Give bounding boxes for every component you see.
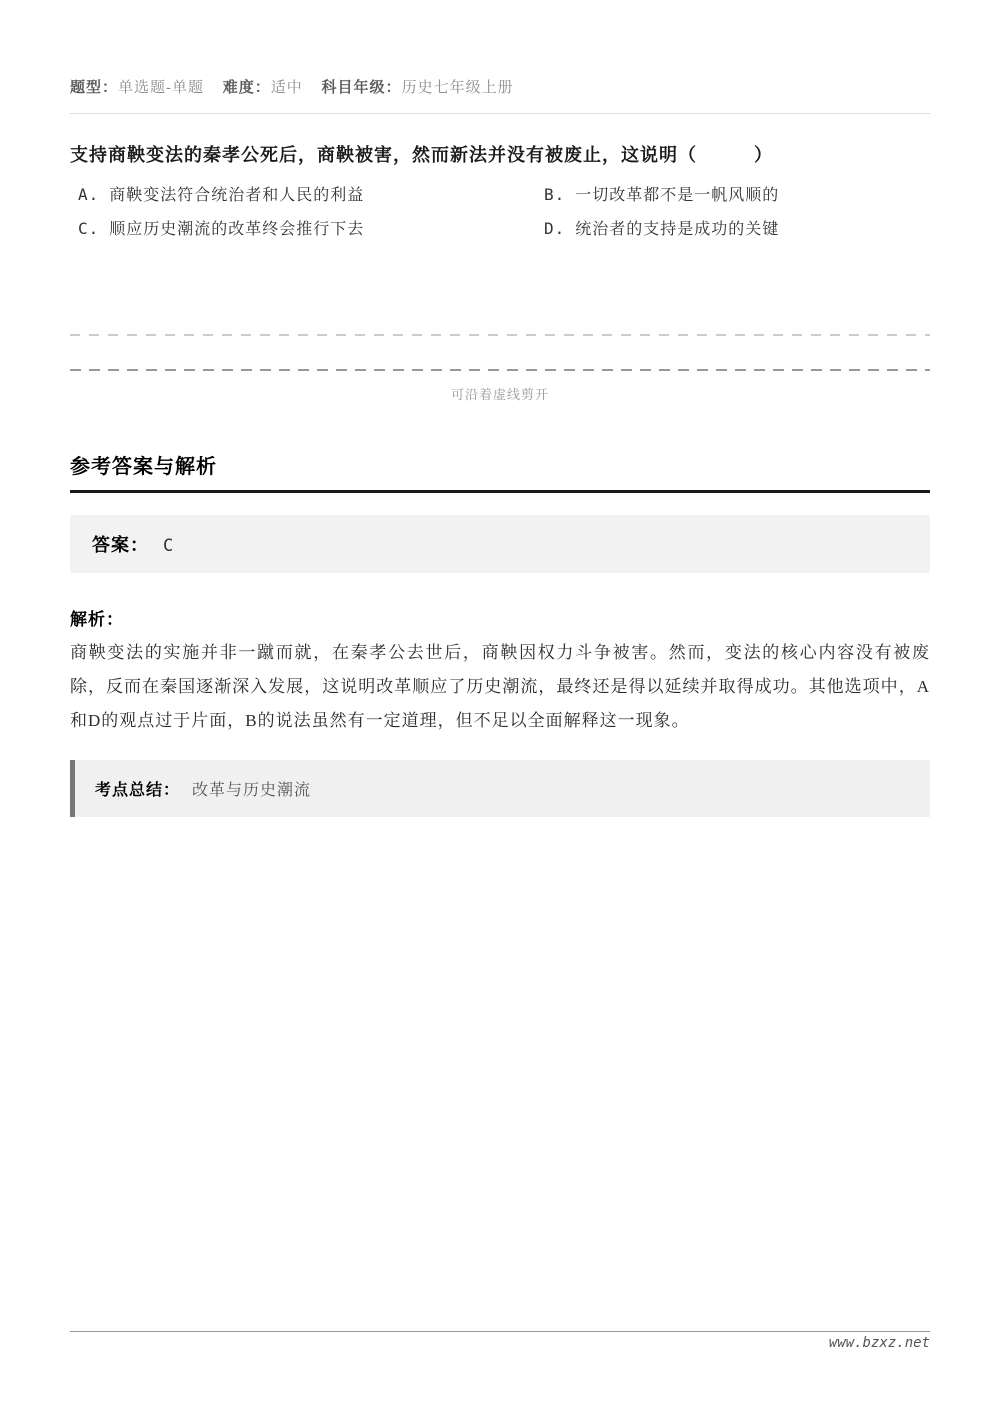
option-b	[544, 182, 930, 205]
option-c-letter: C.	[78, 219, 100, 238]
question-meta-row	[70, 76, 930, 114]
meta-question-type	[70, 80, 204, 96]
dashed-line-dark	[70, 369, 930, 371]
page-footer	[70, 1331, 930, 1351]
option-c	[78, 216, 544, 239]
option-a	[78, 182, 544, 205]
option-d-letter: D.	[544, 219, 566, 238]
answer-section-heading: 参考答案与解析	[70, 450, 930, 493]
meta-subject-grade-label: 科目年级：	[321, 80, 402, 96]
meta-subject-grade	[322, 80, 514, 96]
option-b-text: 一切改革都不是一帆风顺的	[575, 187, 780, 204]
footer-site-url: www.bzxz.net	[828, 1335, 930, 1351]
cut-section	[70, 334, 930, 403]
question-stem: 支持商鞅变法的秦孝公死后，商鞅被害，然而新法并没有被废止，这说明（ ）	[70, 145, 773, 165]
option-b-letter: B.	[544, 185, 566, 204]
meta-difficulty-value: 适中	[270, 80, 303, 96]
answer-box	[70, 515, 930, 573]
option-d	[544, 216, 930, 239]
options-grid	[70, 182, 930, 239]
keypoint-label: 考点总结：	[95, 782, 181, 799]
option-a-text: 商鞅变法符合统治者和人民的利益	[109, 187, 365, 204]
keypoint-box	[70, 760, 930, 817]
analysis-text: 商鞅变法的实施并非一蹴而就，在秦孝公去世后，商鞅因权力斗争被害。然而，变法的核心内容没有被废除，反而在秦国逐渐深入发展，这说明改革顺应了历史潮流，最终还是得以延续并取得成功。其他选项中，A和D的观点过于片面，B的说法虽然有一定道理，但不足以全面解释这一现象。	[70, 643, 930, 730]
meta-difficulty-label: 难度：	[222, 80, 271, 96]
meta-question-type-value: 单选题-单题	[118, 80, 205, 96]
option-d-text: 统治者的支持是成功的关键	[575, 221, 780, 238]
meta-question-type-label: 题型：	[70, 80, 119, 96]
dashed-line-light	[70, 334, 930, 336]
option-a-letter: A.	[78, 185, 100, 204]
cut-hint-text: 可沿着虚线剪开	[450, 387, 549, 402]
answer-value: C	[163, 536, 174, 556]
meta-subject-grade-value: 历史七年级上册	[401, 80, 514, 96]
analysis-label: 解析：	[70, 610, 124, 629]
answer-label: 答案：	[92, 535, 149, 555]
keypoint-value: 改革与历史潮流	[192, 782, 312, 799]
option-c-text: 顺应历史潮流的改革终会推行下去	[109, 221, 365, 238]
meta-difficulty	[223, 80, 303, 96]
